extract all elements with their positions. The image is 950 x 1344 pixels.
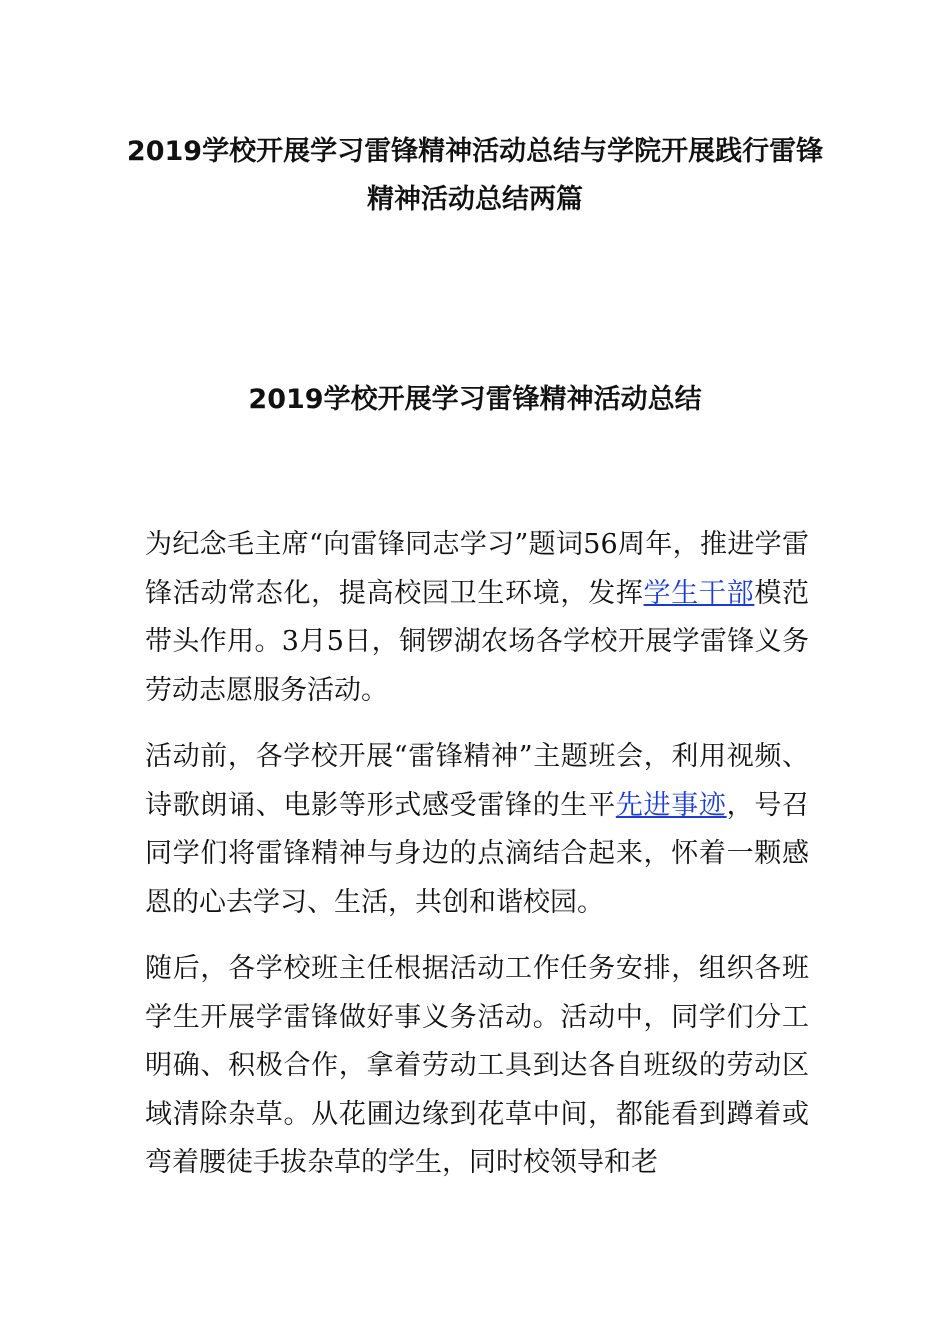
paragraph-2-text-end: ，号召同学们将雷锋精神与身边的点滴结合起来，怀着一颗感恩的心去学习、生活，共创和谐校园。 (145, 789, 810, 918)
paragraph-1-text-end: 模范带头作用。3月5日，铜锣湖农场各学校开展学雷锋义务劳动志愿服务活动。 (145, 577, 810, 706)
paragraph-2-text-start: 活动前，各学校开展“雷锋精神”主题班会，利用视频、诗歌朗诵、电影等形式感受雷锋的生平 (145, 741, 809, 821)
link-advanced-deeds[interactable]: 先进事迹 (615, 789, 727, 821)
paragraph-3: 随后，各学校班主任根据活动工作任务安排，组织各班学生开展学雷锋做好事义务活动。活动中，同学们分工明确、积极合作，拿着劳动工具到达各自班级的劳动区域清除杂草。从花圃边缘到花草中间，都能看到蹲着或弯着腰徒手拔杂草的学生，同时校领导和老 (145, 953, 809, 1178)
paragraph-1 (145, 521, 809, 715)
document-body (145, 521, 809, 1206)
document-title: 2019学校开展学习雷锋精神活动总结与学院开展践行雷锋精神活动总结两篇 (126, 136, 824, 215)
paragraph-2 (145, 733, 809, 927)
section-title: 2019学校开展学习雷锋精神活动总结 (248, 384, 702, 415)
link-student-cadre[interactable]: 学生干部 (643, 577, 755, 609)
paragraph-1-text-start: 为纪念毛主席“向雷锋同志学习”题词56周年，推进学雷锋活动常态化，提高校园卫生环境，发挥 (145, 529, 809, 609)
